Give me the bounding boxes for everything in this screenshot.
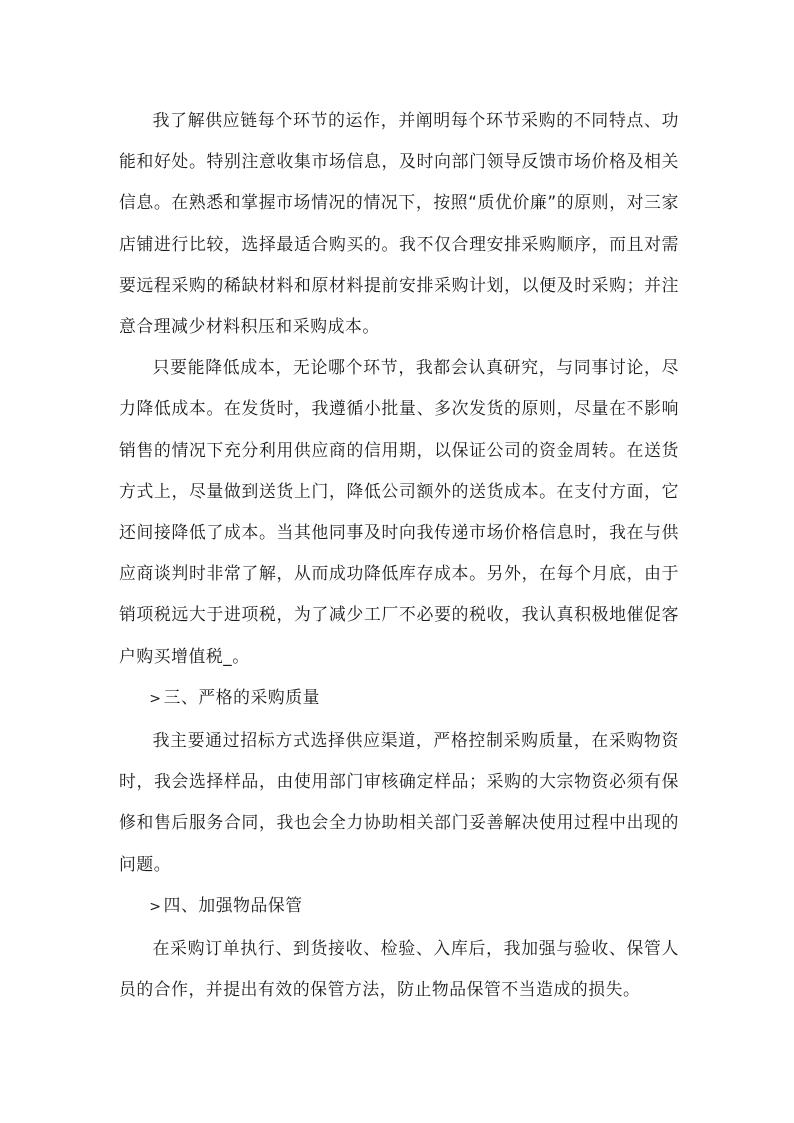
paragraph-cost-reduction: 只要能降低成本，无论哪个环节，我都会认真研究，与同事讨论，尽力降低成本。在发货时，我遵循小批量、多次发货的原则，尽量在不影响销售的情况下充分利用供应商的信用期，以保证公司的资金周转。在送货方式上，尽量做到送货上门，降低公司额外的送货成本。在支付方面，它还间接降低了成本。当其他同事及时向我传递市场价格信息时，我在与供应商谈判时非常了解，从而成功降低库存成本。另外，在每个月底，由于销项税远大于进项税，为了减少工厂不必要的税收，我认真积极地催促客户购买增值税_。 [119,357,679,666]
section-heading-quality [119,677,679,720]
section-heading-storage [119,885,679,928]
document-body [119,100,679,1010]
bullet-marker: > [149,690,162,707]
section-title: 四、加强物品保管 [163,894,303,915]
bullet-marker: > [149,898,162,915]
paragraph-quality: 我主要通过招标方式选择供应渠道，严格控制采购质量，在采购物资时，我会选择样品，由使用部门审核确定样品；采购的大宗物资必须有保修和售后服务合同，我也会全力协助相关部门妥善解决使用过程中出现的问题。 [119,730,679,874]
section-title: 三、严格的采购质量 [163,686,321,707]
paragraph-storage: 在采购订单执行、到货接收、检验、入库后，我加强与验收、保管人员的合作，并提出有效的保管方法，防止物品保管不当造成的损失。 [119,938,679,1000]
paragraph-supply-chain: 我了解供应链每个环节的运作，并阐明每个环节采购的不同特点、功能和好处。特别注意收集市场信息，及时向部门领导反馈市场价格及相关信息。在熟悉和掌握市场情况的情况下，按照“质优价廉”的原则，对三家店铺进行比较，选择最适合购买的。我不仅合理安排采购顺序，而且对需要远程采购的稀缺材料和原材料提前安排采购计划，以便及时采购；并注意合理减少材料积压和采购成本。 [119,110,679,337]
